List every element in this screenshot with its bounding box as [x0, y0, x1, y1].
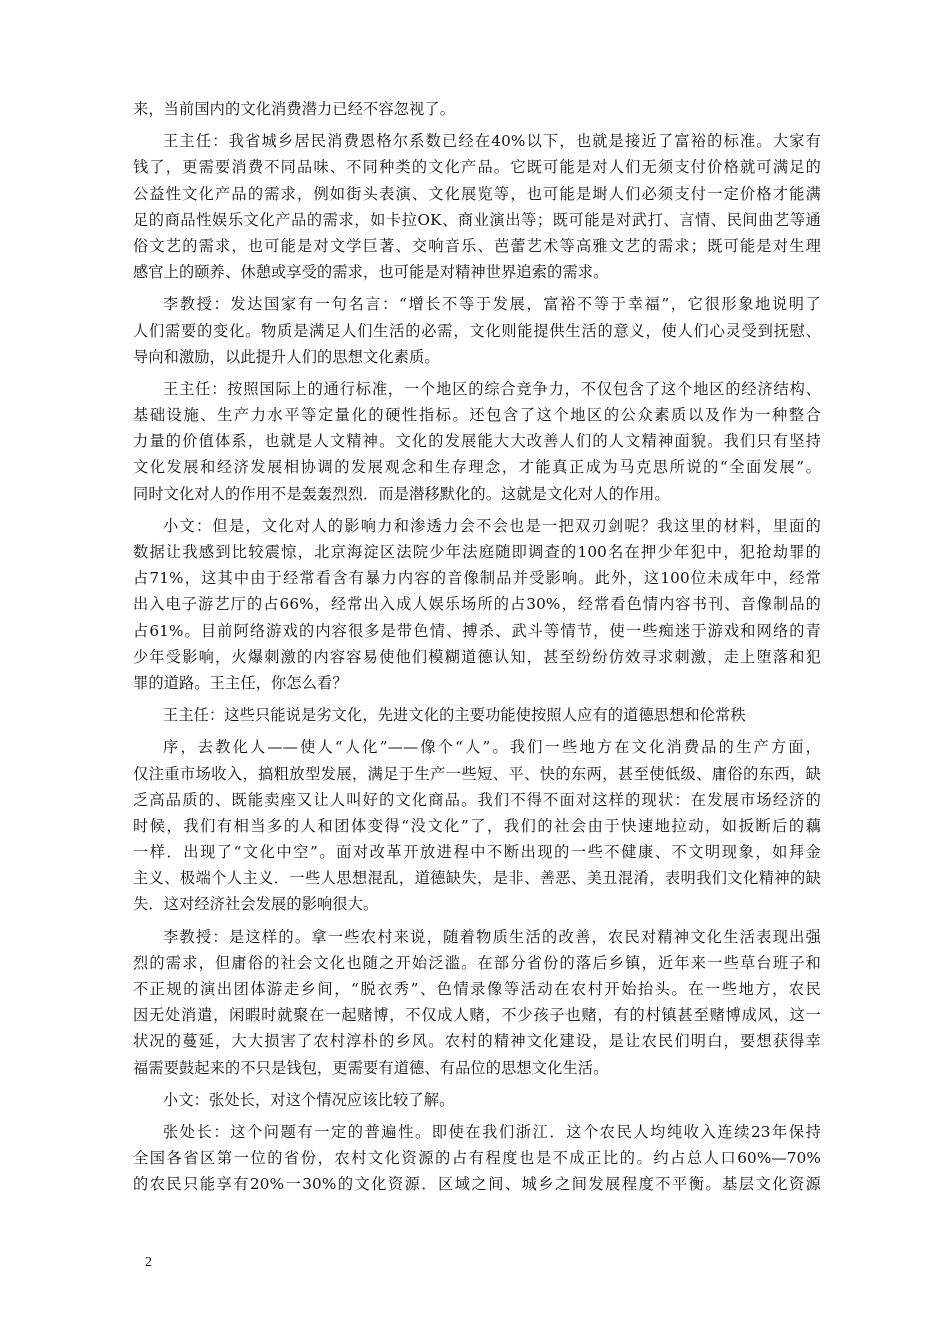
- text-line: 占61%。目前阿络游戏的内容很多是带色情、搏杀、武斗等情节，使一些痴迷于游戏和网络的青: [133, 621, 821, 640]
- text-line: 罪的道路。王主任，你怎么看？: [133, 673, 348, 692]
- text-line: 公益性文化产品的需求，例如街头表演、文化展览等，也可能是埘人们必须支付一定价格才能满: [133, 184, 821, 203]
- text-line: 因无处消遣，闲暇时就聚在一起赌博，不仅成人赌，不少孩子也赌，有的村镇甚至赌博成风，这一: [133, 1006, 821, 1025]
- paragraph: [133, 128, 821, 285]
- text-line: 少年受影响，火爆刺激的内容容易使他们模糊道德认知，甚至纷纷仿效寻求刺激，走上堕落和犯: [133, 647, 821, 666]
- text-line: 来，当前国内的文化消费潜力已经不容忽视了。: [133, 100, 456, 118]
- text-line: 力量的价值体系，也就是人文精神。文化的发展能大大改善人们的人文精神面貌。我们只有坚持: [133, 432, 821, 451]
- text-line: 人们需要的变化。物质是满足人们生活的必需，文化则能提供生活的意义，使人们心灵受到抚慰、: [133, 321, 821, 340]
- text-line: 出入电子游艺厅的占66%，经常出入成人娱乐场所的占30%，经常看色情内容书刊、音像制品的: [133, 595, 821, 614]
- paragraph: [133, 1087, 821, 1113]
- text-line: 数据让我感到比较震惊，北京海淀区法院少年法庭随即调查的100名在押少年犯中，犯抢劫罪的: [133, 543, 821, 561]
- paragraph: [133, 734, 821, 917]
- text-line: 占71%，这其中由于经常看含有暴力内容的音像制品并受影响。此外，这100位未成年中，经常: [133, 569, 821, 588]
- text-line: 的农民只能享有20%一30%的文化资源．区域之间、城乡之间发展程度不平衡。基层文化资源: [133, 1175, 821, 1194]
- text-line: 感官上的颐养、休憩或享受的需求，也可能是对精神世界追索的需求。: [133, 263, 609, 282]
- text-line: 俗文艺的需求，也可能是对文学巨著、交响音乐、芭蕾艺术等高雅文艺的需求；既可能是对生理: [133, 236, 821, 255]
- paragraph: [133, 376, 821, 507]
- text-line: 足的商品性娱乐文化产品的需求，如卡拉OK、商业演出等；既可能是对武打、言情、民间曲艺等通: [133, 210, 821, 229]
- text-line: 文化发展和经济发展相协调的发展观念和生存理念，才能真正成为马克思所说的“全面发展”。: [133, 458, 821, 477]
- text-line: 一样．出现了“文化中空”。面对改革开放进程中不断出现的一些不健康、不文明现象，如拜金: [133, 843, 821, 862]
- text-line: 福需要鼓起来的不只是钱包，更需要有道德、有品位的思想文化生活。: [133, 1058, 609, 1077]
- text-line: 乏高品质的、既能卖座又让人叫好的文化商品。我们不得不面对这样的现状：在发展市场经济的: [133, 790, 821, 809]
- text-line: 张处长：这个问题有一定的普遍性。即使在我们浙江．这个农民人均纯收入连续23年保持: [163, 1122, 821, 1141]
- text-line: 李教授：发达国家有一句名言：“增长不等于发展，富裕不等于幸福”，它很形象地说明了: [163, 295, 821, 314]
- text-line: 同时文化对人的作用不是轰轰烈烈．而是潜移默化的。这就是文化对人的作用。: [133, 484, 670, 503]
- page-number: 2: [145, 1255, 152, 1270]
- text-line: 仅注重市场收入，搞粗放型发展，满足于生产一些短、平、快的东两，甚至使低级、庸俗的东西，缺: [133, 764, 821, 783]
- text-line: 状况的蔓延，大大损害了农村淳朴的乡风。农村的精神文化建设，是让农民们明白，要想获得幸: [133, 1032, 821, 1051]
- paragraph: [133, 924, 821, 1081]
- text-line: 序，去教化人——使人“人化”——像个“人”。我们一些地方在文化消费品的生产方面，: [163, 738, 821, 757]
- text-line: 王主任：这些只能说是劣文化，先进文化的主要功能使按照人应有的道德思想和伦常秩: [163, 706, 746, 725]
- paragraph: [133, 702, 821, 728]
- text-line: 全国各省区第一位的省份，农村文化资源的占有程度也是不成正比的。约占总人口60%—70%: [133, 1149, 821, 1168]
- text-line: 不正规的演出团体游走乡间，“脱衣秀”、色情录像等活动在农村开始抬头。在一些地方，农民: [133, 980, 821, 998]
- text-line: 失．这对经济社会发展的影响很大。: [133, 895, 379, 914]
- paragraph: [133, 96, 821, 122]
- text-line: 基础设施、生产力水平等定量化的硬性指标。还包含了这个地区的公众素质以及作为一种整合: [133, 406, 821, 425]
- text-line: 导向和激励，以此提升人们的思想文化素质。: [133, 347, 440, 366]
- text-line: 王主任：我省城乡居民消费恩格尔系数已经在40%以下，也就是接近了富裕的标准。大家有: [163, 132, 821, 151]
- paragraph: [133, 513, 821, 696]
- paragraph: [133, 1119, 821, 1198]
- text-line: 王主任：按照国际上的通行标准，一个地区的综合竞争力，不仅包含了这个地区的经济结构、: [163, 379, 821, 398]
- text-line: 主义、极端个人主义．一些人思想混乱，道德缺失，是非、善恶、美丑混淆，表明我们文化精神的缺: [133, 869, 821, 888]
- paragraph: [133, 291, 821, 370]
- text-line: 李教授：是这样的。拿一些农村来说，随着物质生活的改善，农民对精神文化生活表现出强: [163, 927, 821, 946]
- document-body: [133, 96, 821, 1204]
- text-line: 烈的需求，但庸俗的社会文化也随之开始泛滥。在部分省份的落后乡镇，近年来一些草台班子和: [133, 953, 821, 972]
- text-line: 时候，我们有相当多的人和团体变得“没文化”了，我们的社会由于快速地拉动，如扳断后的藕: [133, 816, 821, 835]
- text-line: 小文：张处长，对这个情况应该比较了解。: [163, 1090, 455, 1109]
- text-line: 小文：但是，文化对人的影响力和渗透力会不会也是一把双刃剑呢？我这里的材料，里面的: [163, 516, 821, 535]
- text-line: 钱了，更需要消费不同品味、不同种类的文化产品。它既可能是对人们无须支付价格就可满足的: [133, 158, 821, 177]
